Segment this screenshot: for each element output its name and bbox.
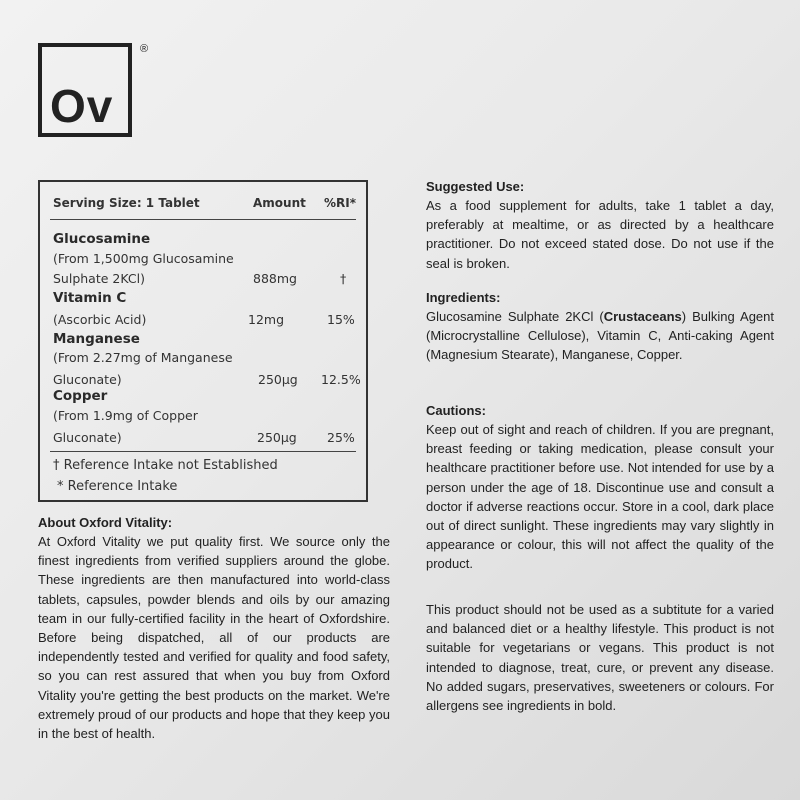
about-section [38, 513, 390, 743]
nutrient-name: Copper [53, 388, 108, 404]
allergen-crustaceans: Crustaceans [603, 309, 682, 324]
ingredients-body [426, 307, 774, 365]
ingredients-text: ) Bulking Agent (Microcrystalline Cellulose), Vitamin C, Anti-caking Agent (Magnesium Stearate), Manganese, Copper. [426, 309, 774, 363]
nutrient-ri: 15% [327, 312, 355, 327]
nutrient-name: Vitamin C [53, 290, 127, 306]
amount-header: Amount [253, 196, 306, 210]
nutrient-amount: 888mg [253, 271, 297, 286]
cautions-section [426, 401, 774, 574]
registered-mark: ® [140, 43, 149, 55]
ri-header: %RI* [324, 196, 357, 210]
nutrient-source: Gluconate) [53, 430, 122, 445]
nutrient-amount: 250µg [257, 430, 297, 445]
nutrient-source: Gluconate) [53, 372, 122, 387]
ingredients-text: Glucosamine Sulphate 2KCl ( [426, 309, 604, 324]
nutrient-source: (Ascorbic Acid) [53, 312, 147, 327]
about-body: At Oxford Vitality we put quality first. We source only the finest ingredients from verified suppliers around the globe. These ingredients are then manufactured into world-class tablets, capsules, powder blends and oils by our amazing team in our fully-certified facility in the heart of Oxfordshire. Before being dispatched, all of our products are independently tested and verified for quality and food safety, so you can rest assured that when you buy from Oxford Vitality you're getting the best products on the market. We're extremely proud of our products and hope that they keep you in the best of health. [38, 534, 390, 742]
nutrient-amount: 250µg [258, 372, 298, 387]
nutrient-ri: 25% [327, 430, 355, 445]
nutrient-name: Manganese [53, 331, 140, 347]
nutrient-ri: † [340, 271, 347, 286]
nutrient-name: Glucosamine [53, 231, 151, 247]
logo-text: Ov [50, 80, 114, 132]
ingredients-title: Ingredients: [426, 290, 501, 305]
suggested-use-section [426, 177, 774, 273]
brand-logo [38, 43, 132, 137]
nutrient-source: (From 2.27mg of Manganese [53, 350, 233, 365]
ingredients-section [426, 288, 774, 365]
nutrient-source: (From 1,500mg Glucosamine [53, 251, 234, 266]
header-divider [50, 219, 356, 220]
footnote-ri-not-established: † Reference Intake not Established [53, 458, 278, 473]
suggested-use-body: As a food supplement for adults, take 1 tablet a day, preferably at mealtime, or as directed by a healthcare practitioner. Do not exceed stated dose. Do not use if the seal is broken. [426, 198, 774, 271]
nutrient-source: Sulphate 2KCl) [53, 271, 145, 286]
suggested-use-title: Suggested Use: [426, 179, 525, 194]
footer-divider [50, 451, 356, 452]
disclaimer-body: This product should not be used as a subtitute for a varied and balanced diet or a healthy lifestyle. This product is not suitable for vegetarians or vegans. This product is not intended to diagnose, treat, cure, or prevent any disease. No added sugars, preservatives, sweeteners or colours. For allergens see ingredients in bold. [426, 602, 774, 714]
nutrient-source: (From 1.9mg of Copper [53, 408, 198, 423]
serving-size-header: Serving Size: 1 Tablet [53, 196, 200, 210]
nutrient-amount: 12mg [248, 312, 285, 327]
disclaimer-section [426, 600, 774, 715]
nutrition-table [38, 180, 368, 502]
nutrient-ri: 12.5% [321, 372, 361, 387]
cautions-title: Cautions: [426, 403, 486, 418]
footnote-reference-intake: * Reference Intake [57, 479, 178, 494]
cautions-body: Keep out of sight and reach of children. If you are pregnant, breast feeding or taking medication, please consult your healthcare practitioner before use. Not intended for use by a person under the age of 18. Discontinue use and consult a doctor if adverse reactions occur. Store in a cool, dark place out of direct sunlight. These ingredients may vary slightly in appearance or colour, this will not affect the quality of the product. [426, 422, 774, 572]
about-title: About Oxford Vitality: [38, 515, 173, 530]
